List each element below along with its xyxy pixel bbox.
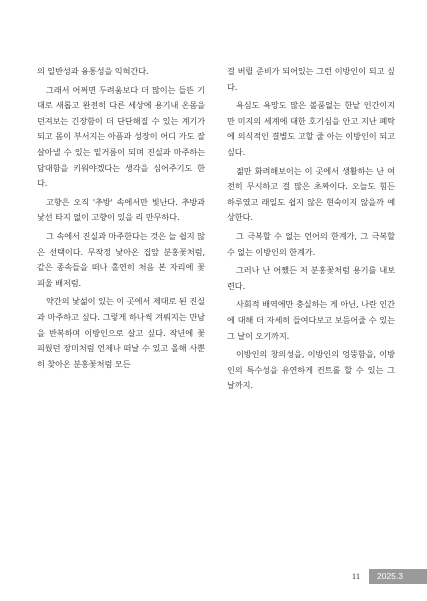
issue-date-badge: 2025.3 [369, 569, 427, 584]
right-column [227, 64, 395, 397]
paragraph: 걸 버릴 준비가 되어있는 그런 이방인이 되고 싶다. [227, 66, 395, 92]
paragraph: 그러나 난 어쨌든 저 분홍꽃처럼 용기를 내보련다. [227, 265, 395, 291]
paragraph: 젊만 화려해보이는 이 곳에서 생활하는 난 여전히 무시하고 걸 많은 초짜이다. 오늘도 힘든 하루였고 래일도 쉽지 않은 현숙이지 않을까 예상한다. [227, 165, 395, 223]
paragraph: 그 극복할 수 없는 언어의 한계가, 그 극복할 수 없는 이방인의 한계가. [227, 230, 395, 257]
paragraph: 욕심도 욕망도 많은 볼품없는 한낱 인간이지만 미지의 세계에 대한 호기심을 안고 지난 폐탁에 의식적인 결별도 고할 줄 아는 이방인이 되고 싶다. [227, 100, 395, 157]
left-column [37, 64, 205, 375]
paragraph: 사회적 배역에만 충실하는 게 아닌, 나란 인간에 대해 더 자세히 들여다보고 보듬어줄 수 있는 그 날이 오기까지. [227, 299, 395, 341]
paragraph: 그 속에서 진실과 마주한다는 것은 늘 쉽지 않은 선택이다. 무작정 낯아온 집앞 분홍꽃처럼, 같은 종속들을 떠나 홀연히 처음 본 자리에 꽃 피울 배저럼. [37, 230, 205, 288]
paragraph: 고향은 오직 '추방' 속에서만 빛난다. 추방과 낯선 타지 없이 고향이 있을 리 만무하다. [37, 196, 205, 223]
page-number: 11 [343, 569, 369, 584]
paragraph: 이방인의 창의성을, 이방인의 엉뚱함을, 이방인의 특수성을 유연하게 컨트롤 할 수 있는 그 날까지. [227, 349, 395, 391]
paragraph: 의 일반성과 융통성을 익혀간다. [37, 66, 149, 76]
paragraph: 약간의 낯섦이 있는 이 곳에서 제대로 된 진실과 마주하고 싶다. 그렇게 하나씩 겨뤄지는 만남을 반복하며 이방인으로 살고 싶다. 작년에 꽃 피웠던 장미처럼 언제나 떠날 수 있고 올해 사뿐히 찾아온 분홍꽃처럼 모든 [37, 296, 205, 369]
paragraph: 그래서 어쩌면 두려움보다 더 많이는 들뜬 기대로 새롭고 완전히 다른 세상에 용기내 온몸을 던져보는 긴장함이 더 단단해질 수 있는 계기가 되고 몸이 부서지는 아픔과 성장이 어디 가도 잘 살아낼 수 있는 밑거름이 되며 진실과 마주하는 담대함을 키워야겠다는 생각을 심어주기도 한다. [37, 84, 205, 189]
page-footer [343, 569, 427, 584]
